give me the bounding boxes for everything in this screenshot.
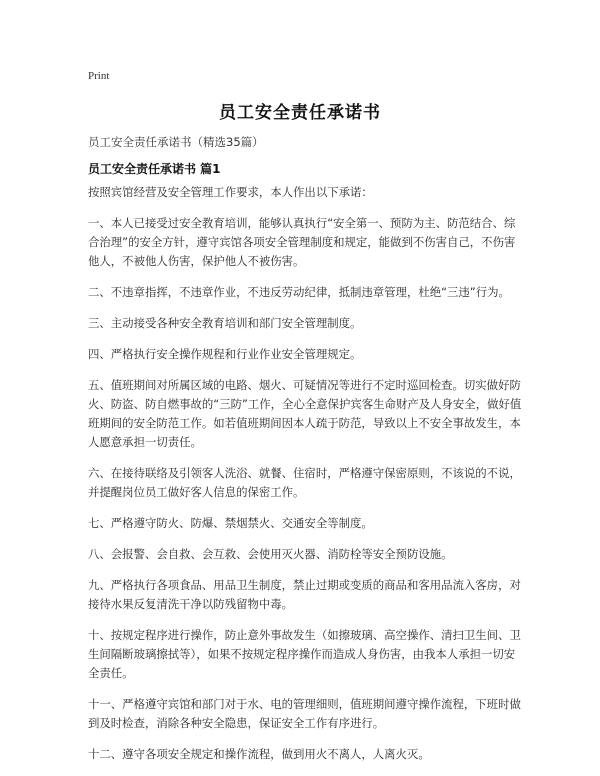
page-title: 员工安全责任承诺书	[219, 103, 381, 123]
paragraph-item-4: 四、严格执行安全操作规程和行业作业安全管理规定。	[88, 347, 362, 361]
paragraph-item-10: 十、按规定程序进行操作，防止意外事故发生（如擦玻璃、高空操作、清扫卫生间、卫生间隔断玻璃擦拭等），如果不按规定程序操作而造成人身伤害，由我本人承担一切安全责任。	[88, 628, 521, 680]
paragraph-item-2: 二、不违章指挥，不违章作业，不违反劳动纪律，抵制违章管理，杜绝“三违”行为。	[88, 285, 510, 299]
paragraph-intro: 按照宾馆经营及安全管理工作要求，本人作出以下承诺：	[88, 185, 373, 199]
paragraph-item-8: 八、会报警、会自救、会互救、会使用灭火器、消防栓等安全预防设施。	[88, 547, 453, 561]
paragraph-item-6: 六、在接待联络及引领客人洗浴、就餐、住宿时，严格遵守保密原则，不该说的不说，并提醒岗位员工做好客人信息的保密工作。	[88, 466, 521, 499]
paragraph-item-11: 十一、严格遵守宾馆和部门对于水、电的管理细则，值班期间遵守操作流程，下班时做到及时检查，消除各种安全隐患，保证安全工作有序进行。	[88, 697, 521, 730]
paragraph-item-7: 七、严格遵守防火、防爆、禁烟禁火、交通安全等制度。	[88, 516, 373, 530]
paragraph-item-5: 五、值班期间对所属区域的电路、烟火、可疑情况等进行不定时巡回检查。切实做好防火、防盗、防自燃事故的“三防”工作，全心全意保护宾客生命财产及人身安全，做好值班期间的安全防范工作。如若值班期间因本人疏于防范，导致以上不安全事故发生，本人愿意承担一切责任。	[88, 378, 522, 449]
paragraph-item-1: 一、本人已接受过安全教育培训，能够认真执行“安全第一、预防为主、防范结合、综合治理”的安全方针，遵守宾馆各项安全管理制度和规定，能做到不伤害自己，不伤害他人，不被他人伤害，保护他人不被伤害。	[88, 216, 516, 268]
paragraph-item-12: 十二、遵守各项安全规定和操作流程，做到用火不离人，人离火灭。	[88, 747, 430, 761]
paragraph-item-9: 九、严格执行各项食品、用品卫生制度，禁止过期或变质的商品和客用品流入客房，对接待水果反复清洗干净以防残留物中毒。	[88, 578, 521, 611]
document-subtitle: 员工安全责任承诺书（精选35篇）	[88, 135, 264, 149]
document-body	[88, 183, 524, 776]
section-heading: 员工安全责任承诺书 篇1	[88, 162, 221, 176]
print-link[interactable]: Print	[88, 70, 110, 82]
paragraph-item-3: 三、主动接受各种安全教育培训和部门安全管理制度。	[88, 316, 362, 330]
